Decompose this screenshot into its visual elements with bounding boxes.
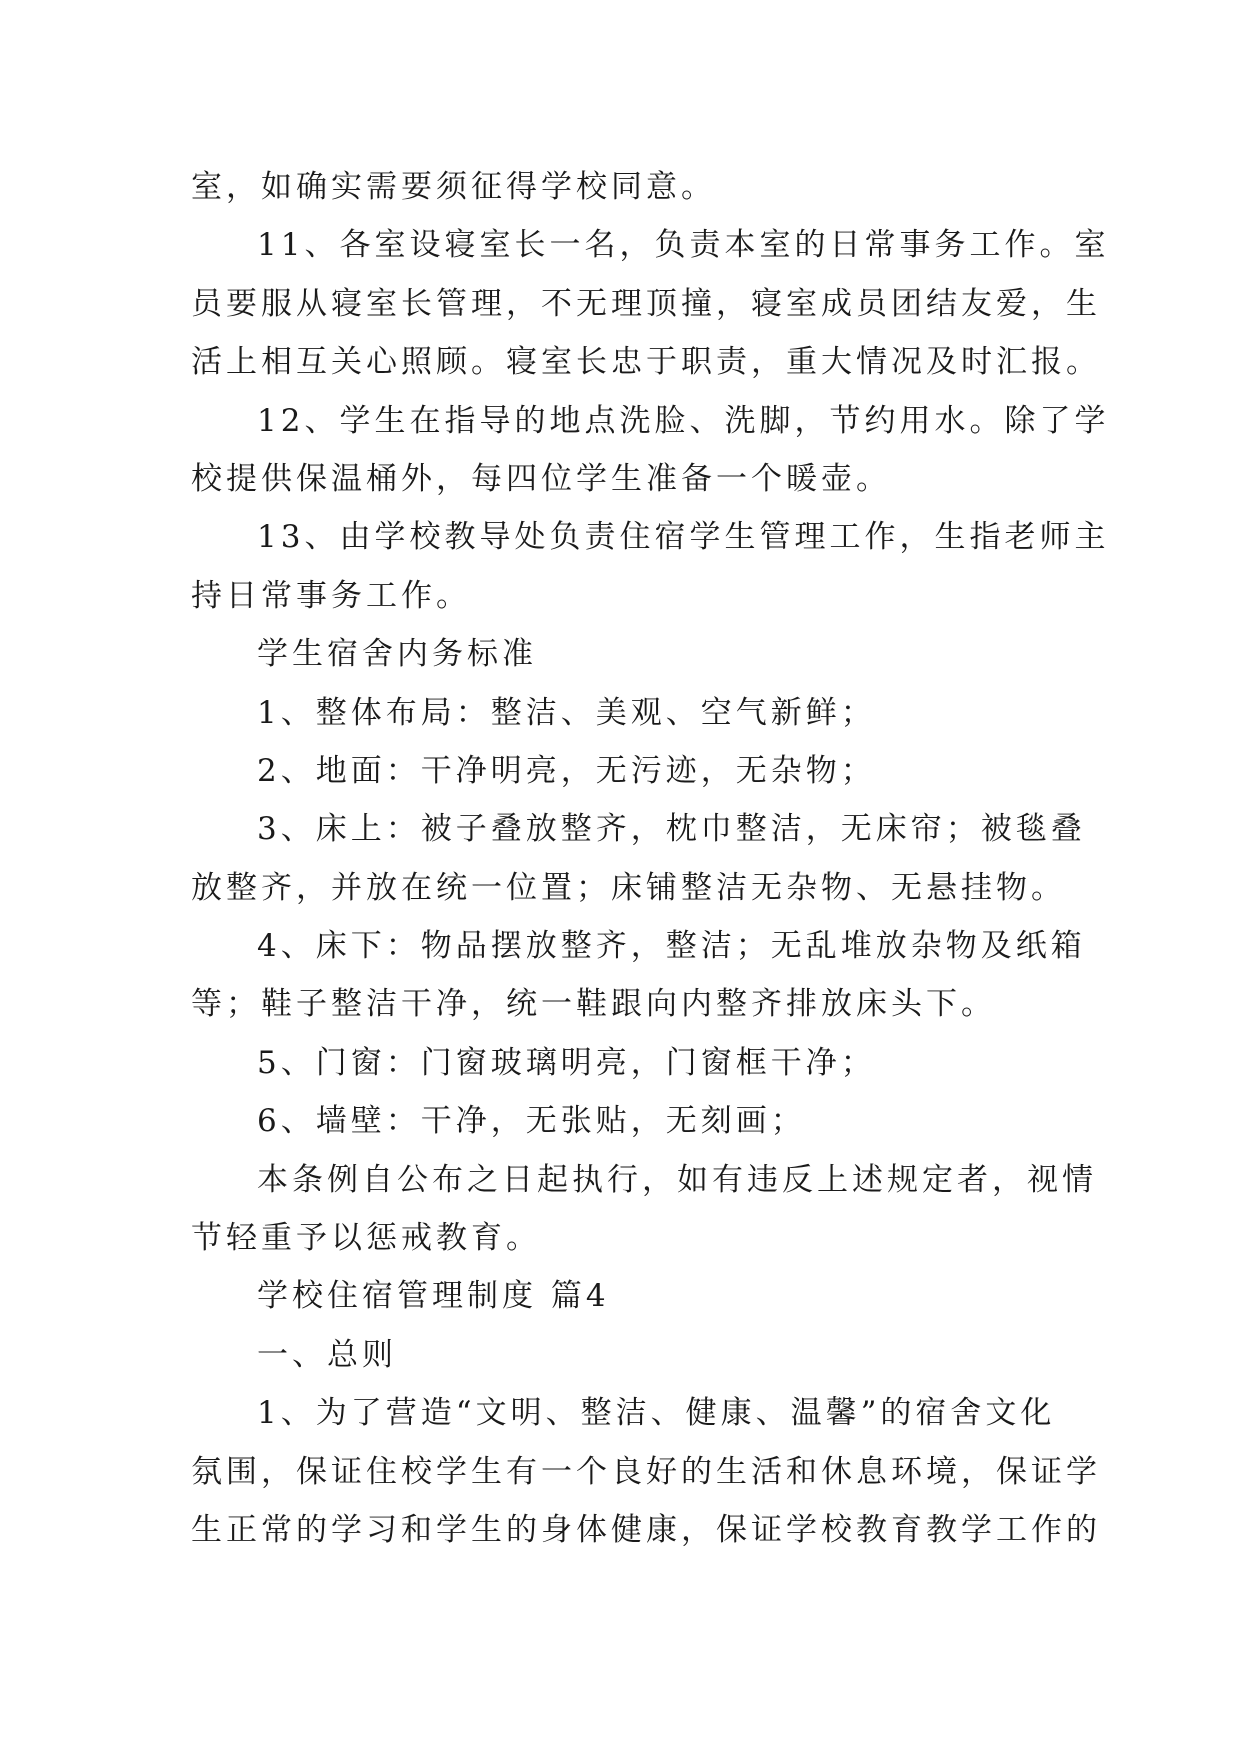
text-line: 5、门窗：门窗玻璃明亮，门窗框干净；	[257, 1044, 876, 1081]
text-line: 持日常事务工作。	[191, 577, 471, 614]
text-line: 学校住宿管理制度 篇4	[257, 1278, 610, 1315]
text-line: 学生宿舍内务标准	[257, 636, 537, 673]
text-line: 活上相互关心照顾。寝室长忠于职责，重大情况及时汇报。	[191, 344, 1101, 381]
text-line: 节轻重予以惩戒教育。	[191, 1220, 541, 1257]
text-line: 3、床上：被子叠放整齐，枕巾整洁，无床帘；被毯叠	[257, 811, 1086, 848]
text-line: 2、地面：干净明亮，无污迹，无杂物；	[257, 752, 876, 789]
text-line: 1、为了营造“文明、整洁、健康、温馨”的宿舍文化	[257, 1395, 1056, 1432]
text-line: 校提供保温桶外，每四位学生准备一个暖壶。	[191, 460, 891, 497]
text-line: 等；鞋子整洁干净，统一鞋跟向内整齐排放床头下。	[191, 986, 996, 1023]
document-body	[191, 158, 1110, 1559]
text-line: 室，如确实需要须征得学校同意。	[191, 169, 716, 205]
text-line: 4、床下：物品摆放整齐，整洁；无乱堆放杂物及纸箱	[257, 928, 1086, 965]
text-line: 1、整体布局：整洁、美观、空气新鲜；	[257, 694, 876, 731]
text-line: 生正常的学习和学生的身体健康，保证学校教育教学工作的	[191, 1511, 1101, 1548]
text-line: 本条例自公布之日起执行，如有违反上述规定者，视情	[257, 1161, 1097, 1198]
text-line: 6、墙壁：干净，无张贴，无刻画；	[257, 1103, 806, 1140]
text-line: 13、由学校教导处负责住宿学生管理工作，生指老师主	[257, 519, 1110, 556]
text-line: 氛围，保证住校学生有一个良好的生活和休息环境，保证学	[191, 1453, 1101, 1490]
text-line: 员要服从寝室长管理，不无理顶撞，寝室成员团结友爱，生	[191, 285, 1101, 322]
text-line: 放整齐，并放在统一位置；床铺整洁无杂物、无悬挂物。	[191, 869, 1066, 906]
text-line: 一、总则	[257, 1336, 397, 1373]
text-line: 11、各室设寝室长一名，负责本室的日常事务工作。室	[257, 227, 1110, 264]
text-line: 12、学生在指导的地点洗脸、洗脚，节约用水。除了学	[257, 402, 1110, 439]
